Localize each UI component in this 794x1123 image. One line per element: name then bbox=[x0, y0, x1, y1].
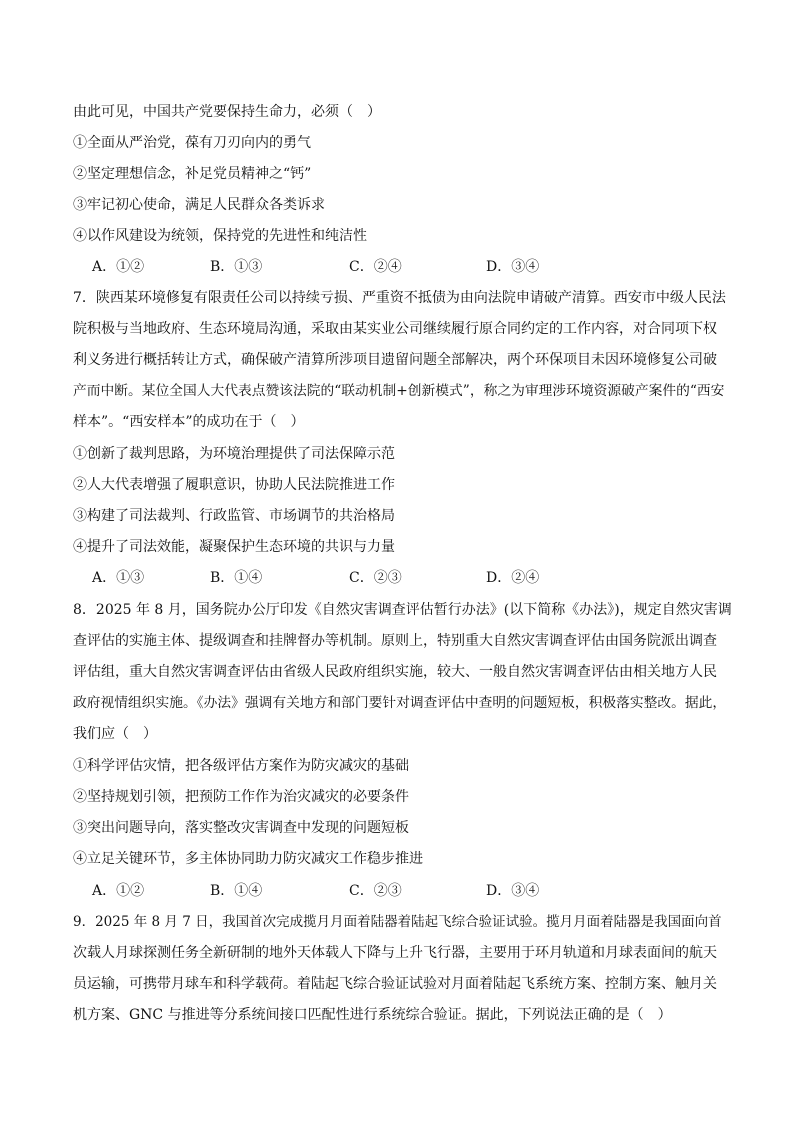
q7-item-2: ②人大代表增强了履职意识，协助人民法院推进工作 bbox=[73, 477, 395, 493]
q7-option-a: A．①③ bbox=[92, 570, 145, 586]
q9-stem-line-1: 9．2025 年 8 月 7 日，我国首次完成揽月月面着陆器着陆起飞综合验证试验。揽月月面着陆器是我国面向首 bbox=[73, 914, 722, 930]
q8-stem-line-5: 我们应（ ） bbox=[73, 726, 157, 742]
q8-stem-line-3: 评估组，重大自然灾害调查评估由省级人民政府组织实施，较大、一般自然灾害调查评估由相关地方人民 bbox=[73, 664, 717, 680]
q8-item-3: ③突出问题导向，落实整改灾害调查中发现的问题短板 bbox=[73, 820, 409, 836]
q8-item-4: ④立足关键环节，多主体协同助力防灾减灾工作稳步推进 bbox=[73, 851, 423, 867]
q7-item-1: ①创新了裁判思路，为环境治理提供了司法保障示范 bbox=[73, 446, 395, 462]
q8-item-2: ②坚持规划引领，把预防工作作为治灾减灾的必要条件 bbox=[73, 789, 409, 805]
q8-item-1: ①科学评估灾情，把各级评估方案作为防灾减灾的基础 bbox=[73, 758, 409, 774]
q9-stem-line-3: 员运输，可携带月球车和科学载荷。着陆起飞综合验证试验对月面着陆起飞系统方案、控制方案、触月关 bbox=[73, 976, 717, 992]
q7-stem-line-5: 样本”。“西安样本”的成功在于（ ） bbox=[73, 414, 305, 430]
q8-stem-line-1: 8．2025 年 8 月，国务院办公厅印发《自然灾害调查评估暂行办法》(以下简称《办法》)，规定自然灾害调 bbox=[73, 602, 732, 618]
q7-stem-line-4: 产而中断。某位全国人大代表点赞该法院的“联动机制+创新模式”，称之为审理涉环境资源破产案件的“西安 bbox=[73, 383, 725, 399]
q6-item-1: ①全面从严治党，葆有刀刃向内的勇气 bbox=[73, 135, 311, 151]
q8-stem-line-2: 查评估的实施主体、提级调查和挂牌督办等机制。原则上，特别重大自然灾害调查评估由国务院派出调查 bbox=[73, 633, 717, 649]
q6-item-4: ④以作风建设为统领，保持党的先进性和纯洁性 bbox=[73, 228, 367, 244]
q7-stem-line-3: 利义务进行概括转让方式，确保破产清算所涉项目遗留问题全部解决，两个环保项目未因环境修复公司破 bbox=[73, 352, 717, 368]
q8-option-c: C．②③ bbox=[349, 883, 402, 899]
q6-stem-end: 由此可见，中国共产党要保持生命力，必须（ ） bbox=[73, 104, 381, 120]
q7-stem-line-2: 院积极与当地政府、生态环境局沟通，采取由某实业公司继续履行原合同约定的工作内容，对合同项下权 bbox=[73, 321, 717, 337]
q6-option-a: A．①② bbox=[92, 259, 145, 275]
q7-item-3: ③构建了司法裁判、行政监管、市场调节的共治格局 bbox=[73, 508, 395, 524]
q9-stem-line-2: 次载人月球探测任务全新研制的地外天体载人下降与上升飞行器，主要用于环月轨道和月球表面间的航天 bbox=[73, 945, 717, 961]
q7-option-b: B．①④ bbox=[210, 570, 263, 586]
q6-option-c: C．②④ bbox=[349, 259, 402, 275]
q6-item-2: ②坚定理想信念，补足党员精神之“钙” bbox=[73, 166, 312, 182]
q8-option-b: B．①④ bbox=[210, 883, 263, 899]
q7-option-c: C．②③ bbox=[349, 570, 402, 586]
q8-stem-line-4: 政府视情组织实施。《办法》强调有关地方和部门要针对调查评估中查明的问题短板，积极落实整改。据此， bbox=[73, 695, 727, 711]
q7-option-d: D．②④ bbox=[486, 570, 540, 586]
q6-option-b: B．①③ bbox=[210, 259, 263, 275]
q6-item-3: ③牢记初心使命，满足人民群众各类诉求 bbox=[73, 197, 325, 213]
q6-option-d: D．③④ bbox=[486, 259, 540, 275]
q9-stem-line-4: 机方案、GNC 与推进等分系统间接口匹配性进行系统综合验证。据此，下列说法正确的是（ ） bbox=[73, 1007, 672, 1023]
q7-stem-line-1: 7．陕西某环境修复有限责任公司以持续亏损、严重资不抵债为由向法院申请破产清算。西安市中级人民法 bbox=[73, 290, 726, 306]
q8-option-a: A．①② bbox=[92, 883, 145, 899]
q7-item-4: ④提升了司法效能，凝聚保护生态环境的共识与力量 bbox=[73, 539, 395, 555]
q8-option-d: D．③④ bbox=[486, 883, 540, 899]
